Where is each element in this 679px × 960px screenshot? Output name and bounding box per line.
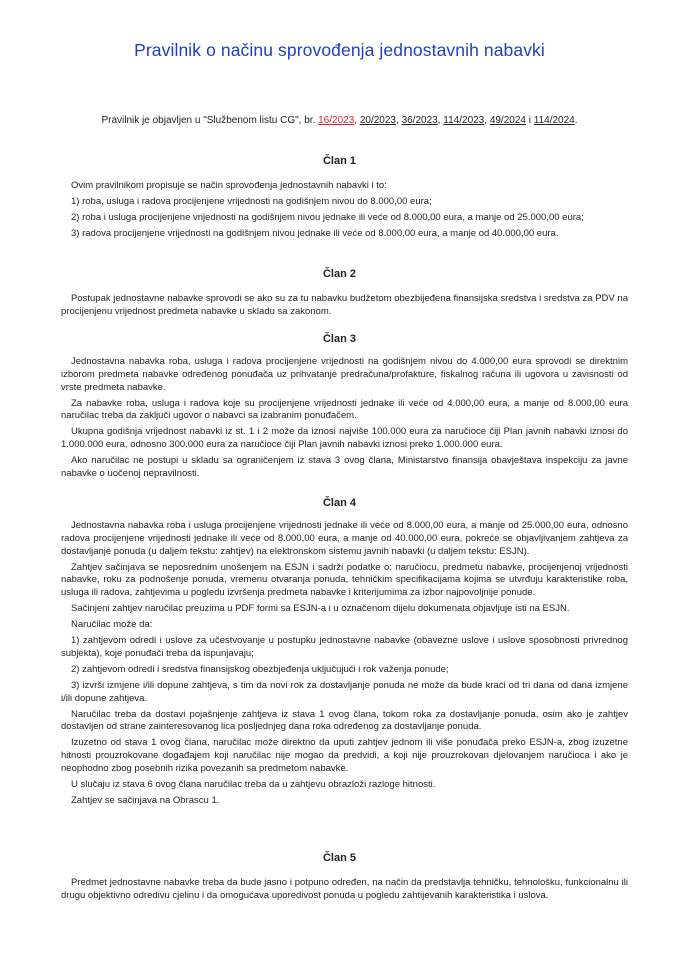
article-body [61,293,628,322]
paragraph: Ukupna godišnja vrijednost nabavki iz st. 1 i 2 može da iznosi najviše 100.000 eura za naručioce čiji Plan javnih nabavki iznosi do 1.000.000 eura, odnosno 300.000 eura za naručioce čiji Plan javnih nabavki iznosi preko 1.000.000 eura. [61,426,628,451]
list-item: 1) roba, usluga i radova procijenjene vrijednosti na godišnjem nivou do 8.000,00 eura; [71,195,432,207]
paragraph: Predmet jednostavne nabavke treba da bude jasno i potpuno određen, na način da predstavlja tehničku, tehnološku, funkcionalnu ili drugu objektivno odredivu cjelinu i da omogućava uporedivost ponuda u pogledu zahtijevanih karakteristika i uslova. [61,877,628,901]
article-body [61,356,628,484]
publication-note: Pravilnik je objavljen u "Službenom listu CG", br. 16/2023, 20/2023, 36/2023, 114/2023, 49/2024 i 114/2024. [101,115,578,126]
article-heading: Član 5 [322,852,356,864]
paragraph: Naručilac može da: [71,619,153,631]
paragraph: Za nabavke roba, usluga i radova koje su procijenjene vrijednosti jednake ili veće od 4.000,00 eura, a manje od 8.000,00 eura naručilac treba da zaključi ugovor o nabavci sa izabranim ponuđačem. [61,397,628,422]
paragraph: Zahtjev sačinjava se neposrednim unošenjem na ESJN i sadrži podatke o: naručiocu, predmetu nabavke, procijenjenoj vrijednosti nabavke, roku za podnošenje ponuda, vremenu otvaranja ponuda, tehničkim specifikacijama kojima se utvrđuju karakteristike roba, usluga ili radova, zahtjevima u pogledu izvršenja predmeta nabavke i kriterijumima za izbor najpovoljnije ponude. [61,561,628,599]
article-heading: Član 4 [322,497,356,509]
list-item: 2) zahtjevom odredi i sredstva finansijskog obezbjeđenja uključujući i rok važenja ponude; [71,663,449,675]
gazette-ref-link[interactable]: 114/2023 [443,115,485,126]
list-item: 2) roba i usluga procijenjene vrijednosti na godišnjem nivou jednake ili veće od 8.000,00 eura, a manje od 25.000,00 eura; [71,211,584,223]
gazette-ref-link[interactable]: 36/2023 [401,115,438,126]
document-title: Pravilnik o načinu sprovođenja jednostavnih nabavki [134,40,545,60]
article-body [61,520,628,811]
paragraph: Jednostavna nabavka roba i usluga procijenjene vrijednosti jednake ili veće od 8.000,00 eura, a manje od 25.000,00 eura, odnosno radova procijenjene vrijednosti jednake ili veće od 8.000,00 eura, a manje od 40.000,00 eura, pokreće se objavljivanjem zahtjeva za dostavljanje ponuda (u daljem tekstu: zahtjev) na elektronskom sistemu javnih nabavki (u daljem tekstu: ESJN). [61,520,628,557]
paragraph: Naručilac treba da dostavi pojašnjenje zahtjeva iz stava 1 ovog člana, tokom roka za dostavljanje ponuda, osim ako je zahtjev dostavljen od strane zainteresovanog lica posljednjeg dana roka određenog za dostavljanje ponuda. [61,708,628,733]
paragraph: Postupak jednostavne nabavke sprovodi se ako su za tu nabavku budžetom obezbijeđena finansijska sredstva i sredstva za PDV na procijenjenu vrijednost predmeta nabavke u skladu sa zakonom. [61,293,628,317]
article-heading: Član 1 [322,155,356,167]
publication-prefix: Pravilnik je objavljen u "Službenom listu CG", br. [101,115,319,126]
paragraph: Ovim pravilnikom propisuje se način sprovođenja jednostavnih nabavki i to: [71,180,387,191]
paragraph: Ako naručilac ne postupi u skladu sa ograničenjem iz stava 3 ovog člana, Ministarstvo finansija obavještava inspekciju za javne nabavke o uočenoj nepravilnosti. [61,455,628,479]
gazette-ref-link[interactable]: 20/2023 [359,115,396,126]
paragraph: U slučaju iz stava 6 ovog člana naručilac treba da u zahtjevu obrazloži razloge hitnosti. [71,779,436,791]
list-item: 3) radova procijenjene vrijednosti na godišnjem nivou jednake ili veće od 8.000,00 eura, a manje od 40.000,00 eura. [71,227,559,239]
paragraph: Izuzetno od stava 1 ovog člana, naručilac može direktno da uputi zahtjev jednom ili više ponuđača preko ESJN-a, zbog izuzetne hitnosti prouzrokovane događajem koji naručilac nije mogao da predvidi, a koji nije prouzrokovan djelovanjem naručioca i ako je neophodno zbog posebnih rizika povezanih sa predmetom nabavke. [61,737,628,775]
gazette-ref-link[interactable]: 49/2024 [489,115,526,126]
paragraph: Zahtjev se sačinjava na Obrascu 1. [71,795,220,807]
gazette-ref-link[interactable]: 114/2024 [533,115,575,126]
list-item: 3) izvrši izmjene i/ili dopune zahtjeva, s tim da novi rok za dostavljanje ponuda ne može da bude kraći od tri dana od dana izmjene i/ili dopune zahtjeva. [61,679,628,704]
article-heading: Član 3 [322,333,356,345]
list-item: 1) zahtjevom odredi i uslove za učestvovanje u postupku jednostavne nabavke (obavezne uslove i uslove sposobnosti privrednog subjekta), koje ponuđači treba da ispunjavaju; [61,635,628,659]
paragraph: Sačinjeni zahtjev naručilac preuzima u PDF formi sa ESJN-a i u označenom dijelu dokumenata objavljuje isti na ESJN. [71,603,570,615]
article-heading: Član 2 [322,268,356,280]
article-body [61,180,628,244]
article-body [61,877,628,906]
gazette-ref-link[interactable]: 16/2023 [318,115,355,126]
paragraph: Jednostavna nabavka roba, usluga i radova procijenjene vrijednosti na godišnjem nivou do 4.000,00 eura sprovodi se direktnim izborom predmeta nabavke određenog ponuđača uz prihvatanje predračuna/profakture, fiskalnog računa ili ugovora u zavisnosti od vrste predmeta nabavke. [61,356,628,393]
